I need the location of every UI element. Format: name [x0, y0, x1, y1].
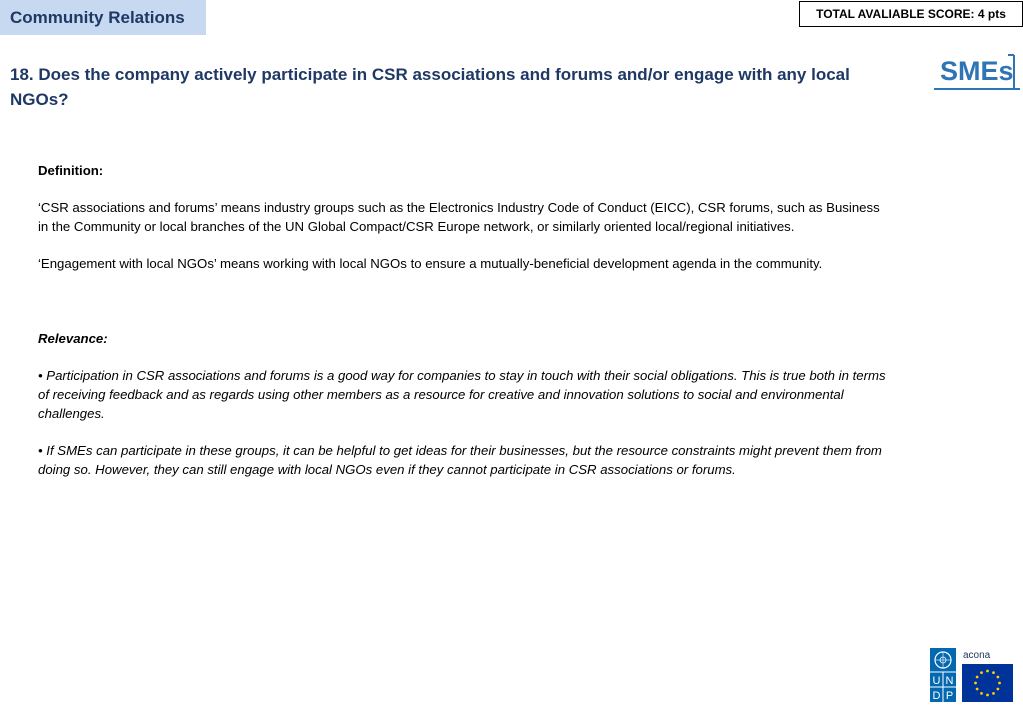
eu-star-icon	[996, 676, 999, 679]
content-body	[38, 161, 888, 479]
smes-logo-text: SMEs	[940, 56, 1014, 86]
eu-star-icon	[996, 688, 999, 691]
undp-letter: P	[945, 690, 954, 702]
eu-star-icon	[980, 671, 983, 674]
definition-paragraph: ‘Engagement with local NGOs’ means working with local NGOs to ensure a mutually-beneficial development agenda in the community.	[38, 256, 823, 271]
eu-star-icon	[992, 671, 995, 674]
footer-logos	[930, 648, 1015, 702]
undp-letter: U	[932, 675, 941, 687]
section-title: Community Relations	[0, 0, 206, 35]
total-score-box: TOTAL AVALIABLE SCORE: 4 pts	[799, 1, 1023, 27]
undp-letter: D	[932, 690, 941, 702]
definition-paragraph: ‘CSR associations and forums’ means industry groups such as the Electronics Industry Code of Conduct (EICC), CSR forums, such as Business in the Community or local branches of the UN Global Compact/CSR Europe network, or similarly oriented local/regional initiatives.	[38, 200, 880, 234]
eu-flag-icon	[962, 664, 1013, 702]
acona-logo-text: acona	[963, 650, 991, 661]
eu-star-icon	[986, 694, 989, 697]
eu-star-icon	[992, 692, 995, 695]
eu-star-icon	[974, 682, 977, 685]
eu-star-icon	[986, 670, 989, 673]
relevance-bullet: • If SMEs can participate in these groups, it can be helpful to get ideas for their businesses, but the resource constraints might prevent them from doing so. However, they can still engage with local NGOs even if they cannot participate in CSR associations or forums.	[38, 443, 882, 477]
undp-letter: N	[945, 675, 954, 687]
eu-star-icon	[976, 688, 979, 691]
smes-logo	[934, 50, 1022, 94]
question-title: 18. Does the company actively participate in CSR associations and forums and/or engage with any local NGOs?	[10, 65, 850, 109]
eu-star-icon	[980, 692, 983, 695]
undp-logo	[930, 648, 956, 702]
definition-heading: Definition:	[38, 163, 104, 178]
relevance-bullet: • Participation in CSR associations and forums is a good way for companies to stay in touch with their social obligations. This is true both in terms of receiving feedback and as regards using other members as a resource for creative and innovation solutions to social and environmental challenges.	[38, 368, 886, 421]
relevance-heading: Relevance:	[38, 331, 108, 346]
eu-star-icon	[976, 676, 979, 679]
eu-star-icon	[998, 682, 1001, 685]
